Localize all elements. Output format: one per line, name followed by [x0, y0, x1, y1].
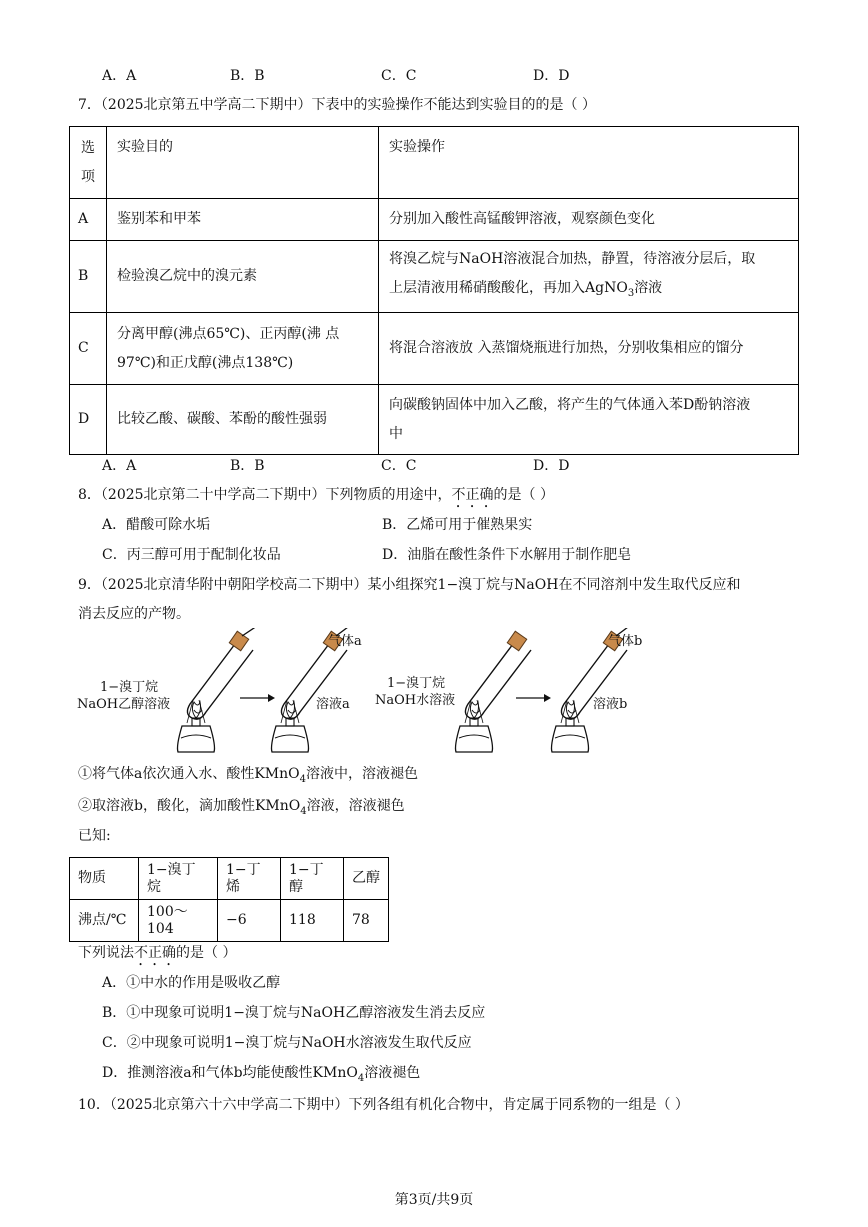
q9-option-c: C．②中现象可说明1−溴丁烷与NaOH水溶液发生取代反应 [102, 1035, 472, 1051]
q7-stem: 7．（2025北京第五中学高二下期中）下表中的实验操作不能达到实验目的的是（ ） [78, 97, 596, 113]
fig-right-reactant-line2: NaOH水溶液 [375, 693, 456, 708]
q9-stem-line2: 消去反应的产物。 [78, 606, 190, 622]
fig-gas-b: 气体b [608, 634, 643, 649]
q7-table [69, 126, 799, 455]
q8-option-b: B．乙烯可用于催熟果实 [382, 517, 533, 533]
fig-gas-a: 气体a [328, 634, 362, 649]
fig-solution-a: 溶液a [316, 697, 350, 712]
boiling-point-table [69, 857, 389, 942]
q9-ask: 下列说法不正确的是（ ） [78, 945, 237, 961]
q7-header-row [70, 127, 799, 199]
q7-header-operation: 实验操作 [379, 127, 799, 199]
q9-apparatus-figure [70, 628, 680, 756]
fig-left-reactant-line2: NaOH乙醇溶液 [77, 697, 171, 712]
setup1-arrow [240, 694, 275, 702]
q6-choice-b: B．B [230, 68, 265, 84]
q9-option-b: B．①中现象可说明1−溴丁烷与NaOH乙醇溶液发生消去反应 [102, 1005, 486, 1021]
q6-choice-a: A．A [102, 68, 137, 84]
q6-choice-d: D．D [533, 68, 570, 84]
q7-choice-d: D．D [533, 458, 570, 474]
fig-right-reactant-line1: 1−溴丁烷 [387, 676, 446, 691]
q7-row-c: C 分离甲醇(沸点65℃)、正丙醇(沸 点 97℃)和正戊醇(沸点138℃) 将混合溶液放 入蒸馏烧瓶进行加热，分别收集相应的馏分 [70, 313, 799, 385]
q8-option-c: C．丙三醇可用于配制化妆品 [102, 547, 281, 563]
q7-row-a: A 鉴别苯和甲苯 分别加入酸性高锰酸钾溶液，观察颜色变化 [70, 199, 799, 241]
q7-choice-a: A．A [102, 458, 137, 474]
q9-stem-line1: 9．（2025北京清华附中朝阳学校高二下期中）某小组探究1−溴丁烷与NaOH在不同溶剂中发生取代反应和 [78, 577, 741, 593]
bp-row-value: 沸点/℃ 100～104 −6 118 78 [70, 900, 389, 942]
q6-choice-c: C．C [381, 68, 417, 84]
q9-observation-2: ②取溶液b，酸化，滴加酸性KMnO$_4$溶液，溶液褪色 [78, 798, 405, 817]
setup3-tube [465, 631, 531, 719]
q10-stem: 10．（2025北京第六十六中学高二下期中）下列各组有机化合物中，肯定属于同系物的一组是（ ） [78, 1097, 689, 1113]
fig-solution-b: 溶液b [593, 697, 628, 712]
q9-known-label: 已知: [78, 828, 111, 844]
setup2-arrow [516, 694, 551, 702]
q8-option-a: A．醋酸可除水垢 [102, 517, 211, 533]
q7-header-option: 选 项 [70, 127, 107, 199]
q7-choice-b: B．B [230, 458, 265, 474]
q6-choices [102, 68, 662, 88]
q7-header-purpose: 实验目的 [107, 127, 379, 199]
q7-choices [102, 458, 662, 478]
q8-stem: 8．（2025北京第二十中学高二下期中）下列物质的用途中，不正确的是（ ） [78, 487, 554, 503]
q9-option-a: A．①中水的作用是吸收乙醇 [102, 975, 281, 991]
q9-option-d: D．推测溶液a和气体b均能使酸性KMnO$_4$溶液褪色 [102, 1065, 421, 1084]
q7-row-b: B 检验溴乙烷中的溴元素 将溴乙烷与NaOH溶液混合加热，静置，待溶液分层后，取 上层清液用稀硝酸酸化，再加入AgNO$_3$溶液 [70, 241, 799, 313]
page-footer: 第3页/共9页 [394, 1192, 474, 1208]
q7-row-d: D 比较乙酸、碳酸、苯酚的酸性强弱 向碳酸钠固体中加入乙酸，将产生的气体通入苯D酚钠溶液 中 [70, 385, 799, 455]
bp-row-substance: 物质 1−溴丁烷 1−丁烯 1−丁醇 乙醇 [70, 858, 389, 900]
q8-option-d: D．油脂在酸性条件下水解用于制作肥皂 [382, 547, 632, 563]
q9-observation-1: ①将气体a依次通入水、酸性KMnO$_4$溶液中，溶液褪色 [78, 766, 419, 785]
fig-left-reactant-line1: 1−溴丁烷 [100, 680, 159, 695]
q7-choice-c: C．C [381, 458, 417, 474]
